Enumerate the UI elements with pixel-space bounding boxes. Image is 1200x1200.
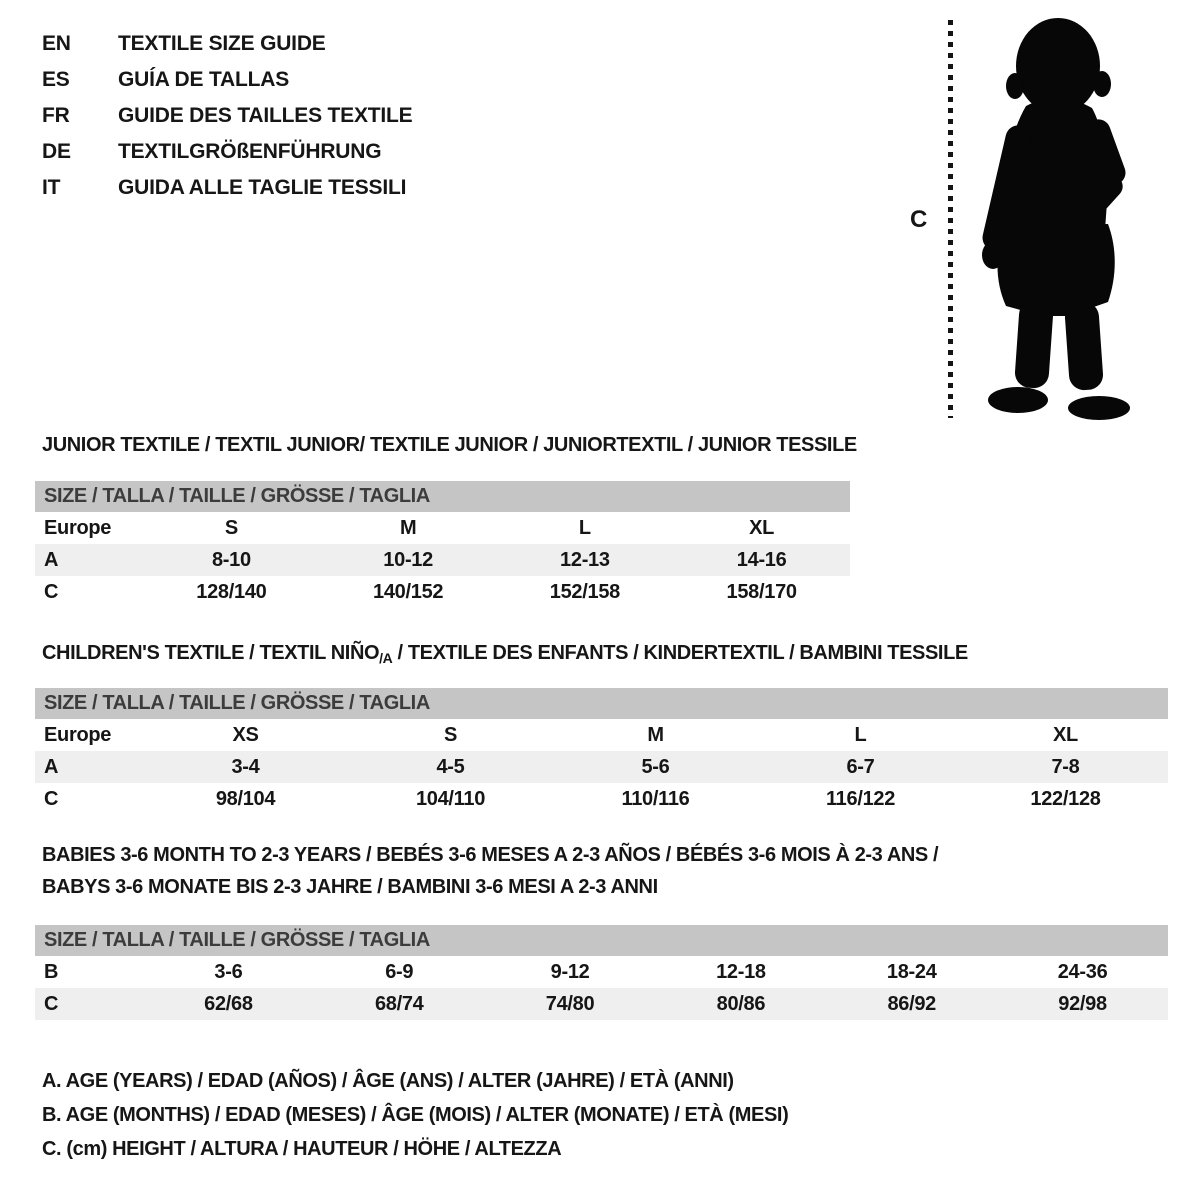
row-label: A bbox=[44, 756, 59, 778]
lang-row-fr bbox=[42, 98, 412, 134]
lang-row-de bbox=[42, 134, 412, 170]
size-table-header bbox=[35, 481, 850, 512]
size-cell: 68/74 bbox=[374, 993, 424, 1015]
size-cell: 3-4 bbox=[231, 756, 260, 778]
junior-size-table bbox=[35, 481, 850, 608]
height-measure-label: C bbox=[910, 206, 928, 233]
children-size-table bbox=[35, 688, 1168, 815]
children-section-heading bbox=[42, 642, 968, 665]
size-cell: 62/68 bbox=[204, 993, 253, 1015]
children-heading-pre: CHILDREN'S TEXTILE / TEXTIL NIÑO bbox=[42, 642, 380, 664]
lang-code: EN bbox=[42, 32, 71, 55]
size-cell: 3-6 bbox=[214, 961, 243, 983]
size-cell: 74/80 bbox=[545, 993, 595, 1015]
babies-section-heading-line1: BABIES 3-6 MONTH TO 2-3 YEARS / BEBÉS 3-6 MESES A 2-3 AÑOS / BÉBÉS 3-6 MOIS À 2-3 ANS / bbox=[42, 844, 939, 866]
guide-title: TEXTILGRÖßENFÜHRUNG bbox=[118, 140, 382, 163]
size-cell: 24-36 bbox=[1057, 961, 1108, 983]
row-label: A bbox=[44, 549, 59, 571]
children-heading-post: / TEXTILE DES ENFANTS / KINDERTEXTIL / BAMBINI TESSILE bbox=[392, 642, 968, 664]
size-cell: 5-6 bbox=[641, 756, 670, 778]
size-cell: 9-12 bbox=[550, 961, 590, 983]
table-row-age bbox=[35, 544, 850, 576]
lang-row-en bbox=[42, 26, 412, 62]
size-cell: 86/92 bbox=[887, 993, 937, 1015]
guide-title: GUIDA ALLE TAGLIE TESSILI bbox=[118, 176, 407, 199]
size-cell: 12-18 bbox=[716, 961, 766, 983]
size-cell: 104/110 bbox=[415, 788, 486, 810]
guide-title: GUIDE DES TAILLES TEXTILE bbox=[118, 104, 413, 127]
lang-code: IT bbox=[42, 176, 61, 199]
row-label: C bbox=[44, 788, 59, 810]
table-row-europe bbox=[35, 512, 850, 544]
junior-section-heading: JUNIOR TEXTILE / TEXTIL JUNIOR/ TEXTILE JUNIOR / JUNIORTEXTIL / JUNIOR TESSILE bbox=[42, 434, 857, 456]
size-cell: XL bbox=[749, 517, 775, 539]
size-cell: 80/86 bbox=[716, 993, 766, 1015]
size-cell: 158/170 bbox=[726, 581, 797, 603]
size-cell: 92/98 bbox=[1058, 993, 1107, 1015]
size-cell: 122/128 bbox=[1030, 788, 1101, 810]
babies-section-heading-line2: BABYS 3-6 MONATE BIS 2-3 JAHRE / BAMBINI 3-6 MESI A 2-3 ANNI bbox=[42, 876, 658, 898]
size-cell: 4-5 bbox=[436, 756, 465, 778]
size-cell: 110/116 bbox=[621, 788, 690, 810]
legend-line-a: A. AGE (YEARS) / EDAD (AÑOS) / ÂGE (ANS) / ALTER (JAHRE) / ETÀ (ANNI) bbox=[42, 1070, 734, 1092]
size-cell: L bbox=[854, 724, 867, 746]
size-cell: 14-16 bbox=[736, 549, 787, 571]
row-label: B bbox=[44, 961, 59, 983]
size-cell: 6-9 bbox=[385, 961, 414, 983]
size-cell: 98/104 bbox=[215, 788, 276, 810]
size-table-header bbox=[35, 688, 1168, 719]
row-label: Europe bbox=[44, 517, 112, 539]
table-row-height bbox=[35, 988, 1168, 1020]
legend-line-c: C. (cm) HEIGHT / ALTURA / HAUTEUR / HÖHE / ALTEZZA bbox=[42, 1138, 562, 1160]
size-cell: 8-10 bbox=[211, 549, 251, 571]
toddler-silhouette-icon bbox=[966, 12, 1144, 424]
size-cell: 116/122 bbox=[825, 788, 896, 810]
size-cell: 6-7 bbox=[846, 756, 875, 778]
language-title-list bbox=[42, 26, 412, 206]
size-cell: S bbox=[224, 517, 238, 539]
size-cell: 18-24 bbox=[886, 961, 937, 983]
size-table-header-text: SIZE / TALLA / TAILLE / GRÖSSE / TAGLIA bbox=[44, 485, 430, 507]
guide-title: GUÍA DE TALLAS bbox=[118, 68, 290, 91]
babies-size-table bbox=[35, 925, 1168, 1020]
size-cell: 12-13 bbox=[560, 549, 610, 571]
dashed-height-line bbox=[948, 20, 953, 418]
size-cell: S bbox=[443, 724, 458, 746]
table-row-months bbox=[35, 956, 1168, 988]
size-cell: 7-8 bbox=[1051, 756, 1080, 778]
size-cell: XS bbox=[232, 724, 259, 746]
size-cell: L bbox=[578, 517, 591, 539]
table-row-age bbox=[35, 751, 1168, 783]
size-table-header bbox=[35, 925, 1168, 956]
row-label: C bbox=[44, 581, 59, 603]
size-cell: 128/140 bbox=[196, 581, 267, 603]
lang-code: DE bbox=[42, 140, 71, 163]
size-cell: 10-12 bbox=[383, 549, 433, 571]
row-label: Europe bbox=[44, 724, 112, 746]
guide-title: TEXTILE SIZE GUIDE bbox=[118, 32, 326, 55]
lang-row-it bbox=[42, 170, 412, 206]
size-cell: XL bbox=[1053, 724, 1078, 746]
size-cell: M bbox=[399, 517, 417, 539]
children-heading-sub: /A bbox=[379, 650, 393, 666]
size-cell: M bbox=[647, 724, 664, 746]
legend-line-b: B. AGE (MONTHS) / EDAD (MESES) / ÂGE (MOIS) / ALTER (MONATE) / ETÀ (MESI) bbox=[42, 1104, 789, 1126]
table-row-height bbox=[35, 783, 1168, 815]
measure-legend bbox=[42, 1064, 788, 1166]
row-label: C bbox=[44, 993, 59, 1015]
size-cell: 140/152 bbox=[373, 581, 444, 603]
lang-code: ES bbox=[42, 68, 70, 91]
table-row-europe bbox=[35, 719, 1168, 751]
lang-code: FR bbox=[42, 104, 70, 127]
size-table-header-text: SIZE / TALLA / TAILLE / GRÖSSE / TAGLIA bbox=[44, 692, 430, 714]
size-cell: 152/158 bbox=[549, 581, 620, 603]
lang-row-es bbox=[42, 62, 412, 98]
table-row-height bbox=[35, 576, 850, 608]
size-table-header-text: SIZE / TALLA / TAILLE / GRÖSSE / TAGLIA bbox=[44, 929, 430, 951]
